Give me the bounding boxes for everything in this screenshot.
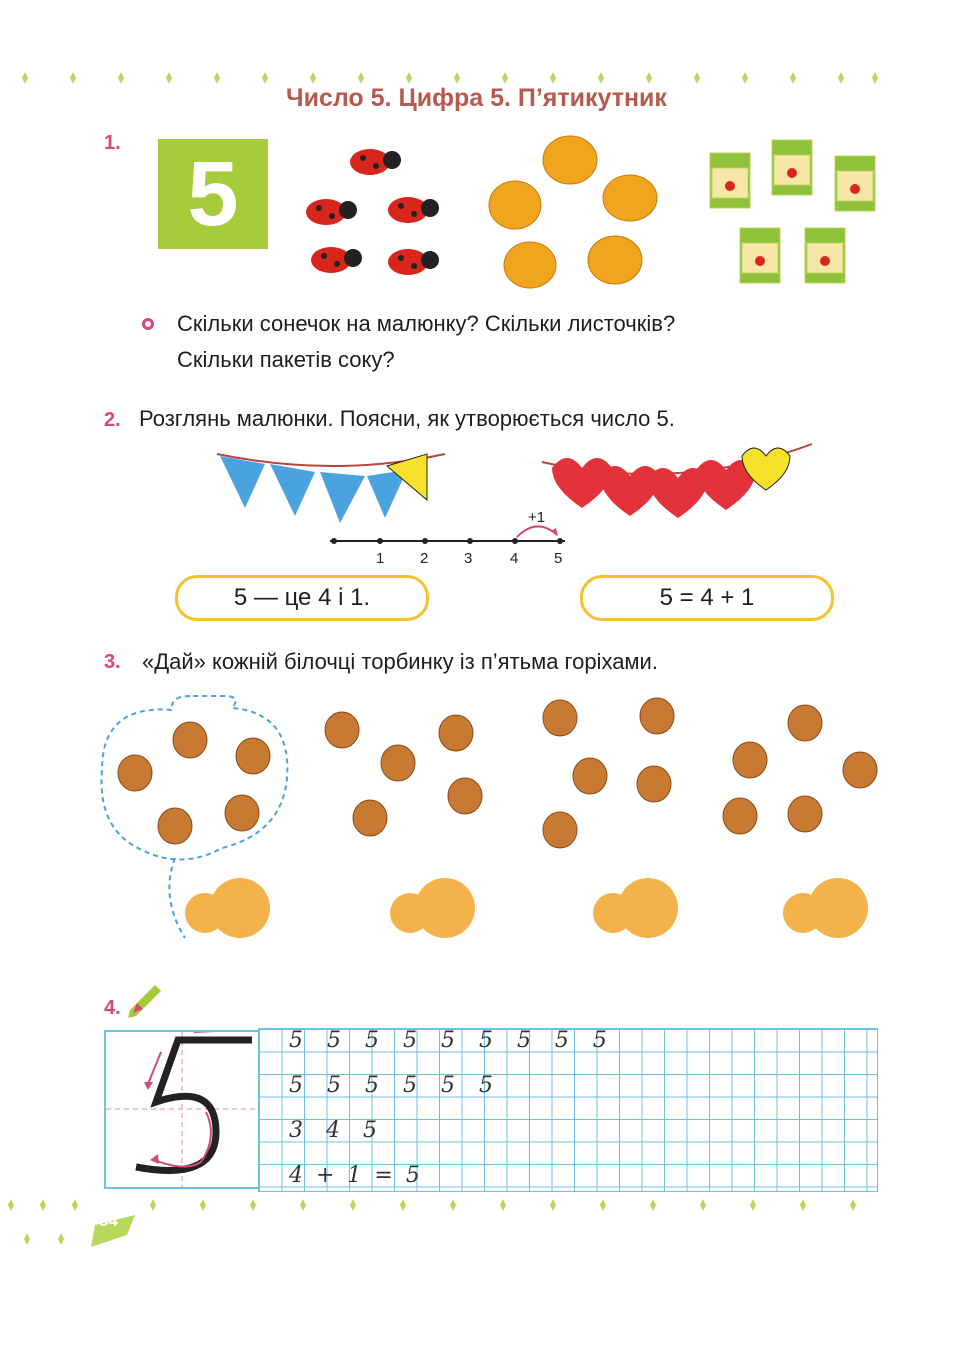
plus-one-arc — [517, 526, 557, 537]
tracing-five-guide — [106, 1032, 258, 1187]
task-3-instruction: «Дай» кожній білочці торбинку із п’ятьма горіхами. — [142, 649, 658, 674]
practice-row-3: 3 4 5 — [289, 1118, 378, 1143]
task-3-number: 3. — [104, 651, 121, 673]
page-title: Число 5. Цифра 5. П’ятикутник — [286, 84, 667, 112]
squirrels-and-nuts-illustration — [100, 688, 890, 978]
tick-label-4: 4 — [510, 550, 519, 567]
tick-label-2: 2 — [420, 550, 429, 567]
equation-pill: 5 = 4 + 1 — [580, 575, 834, 621]
practice-row-4: 4 + 1 = 5 — [289, 1163, 421, 1188]
ladybugs-illustration — [298, 140, 448, 285]
bullet-icon — [142, 318, 154, 330]
juice-boxes-illustration — [700, 128, 890, 293]
task-2-instruction: Розглянь малюнки. Поясни, як утворюється число 5. — [139, 406, 675, 431]
ladybug-icon — [350, 149, 401, 175]
hearts-garland-illustration — [540, 438, 820, 523]
task-2-number: 2. — [104, 409, 121, 431]
tick-label-1: 1 — [376, 550, 385, 567]
practice-row-1: 5 5 5 5 5 5 5 5 5 — [289, 1028, 608, 1053]
leaves-illustration — [485, 130, 665, 295]
trace-digit-box — [104, 1030, 260, 1189]
sentence-pill: 5 — це 4 і 1. — [175, 575, 429, 621]
task-1-question-line-2: Скільки пакетів соку? — [177, 347, 395, 372]
arc-label: +1 — [528, 509, 546, 526]
practice-row-2: 5 5 5 5 5 5 — [289, 1073, 494, 1098]
bottom-decor-border — [0, 1195, 953, 1250]
task-1-number: 1. — [104, 132, 121, 154]
tick-label-3: 3 — [464, 550, 473, 567]
tick-label-5: 5 — [554, 550, 563, 567]
pencil-icon — [125, 980, 165, 1020]
page-number: 34 — [99, 1211, 118, 1230]
task-4-number: 4. — [104, 997, 121, 1019]
task-1-question-line-1: Скільки сонечок на малюнку? Скільки листочків? — [177, 311, 676, 336]
digit-five-box: 5 — [158, 139, 268, 249]
